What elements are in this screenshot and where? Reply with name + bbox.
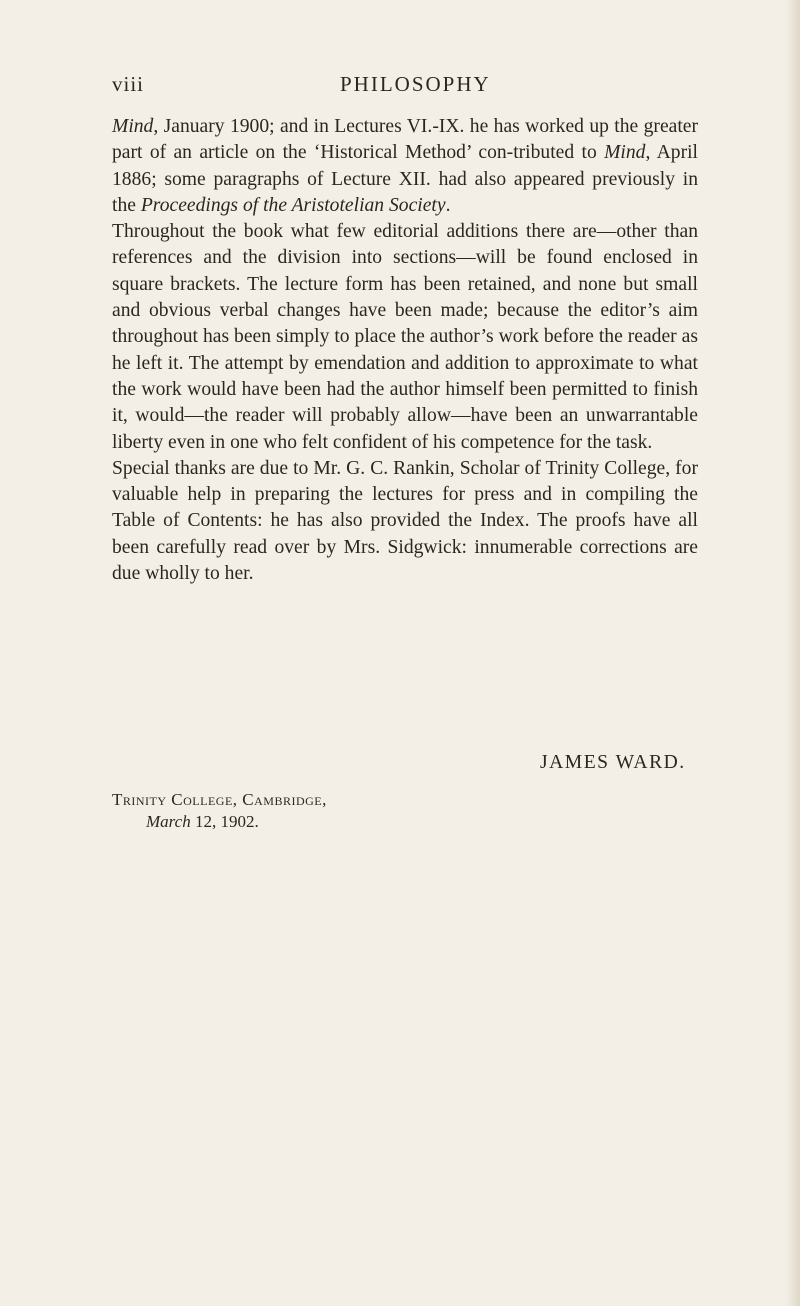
journal-title: Mind <box>112 116 154 137</box>
page-edge-shadow <box>786 0 800 1306</box>
date-rest: 12, 1902. <box>190 812 259 831</box>
date-month: March <box>146 812 191 831</box>
date-line <box>146 812 259 832</box>
proceedings-title: Proceedings of the Aristotelian Society <box>140 194 446 216</box>
page-number: viii <box>112 72 145 96</box>
paragraph-2 <box>112 219 698 456</box>
journal-title: Mind <box>604 142 646 164</box>
text-segment: Throughout the book what few editorial additions there are—other than references and the division into sections—will be found enclosed in square brackets. The lecture form has been retained, and none but small and obvious verbal changes have been made; because the editor’s aim throughout has been simply to place the author’s work before the reader as he left it. The attempt by emendation and addition to approximate to what the work would have been had the author himself been permitted to finish it, would—the reader will probably allow—have been an unwarrantable liberty even in one who felt confident of his competence for the task. <box>112 221 698 453</box>
paragraph-3 <box>112 456 698 587</box>
signature: JAMES WARD. <box>540 752 686 773</box>
paragraph-1 <box>112 114 698 219</box>
text-segment: . <box>445 194 451 216</box>
text-segment: , April 1886; some paragraphs of Lecture XII. had also appeared previously in the <box>112 142 698 216</box>
text-segment: , January 1900; and in Lectures VI.-IX. he has worked up the greater part of an article on the ‘Historical Method’ con-tributed to <box>112 116 698 164</box>
text-segment: Special thanks are due to Mr. G. C. Rankin, Scholar of Trinity College, for valuable help in preparing the lectures for press and in compiling the Table of Contents: he has also provided the Index. The proofs have all been carefully read over by Mrs. Sidgwick: innumerable corrections are due wholly to her. <box>112 457 698 585</box>
page-header <box>112 72 712 102</box>
body-text <box>112 114 698 587</box>
running-title: PHILOSOPHY <box>340 72 491 96</box>
place-line: Trinity College, Cambridge, <box>112 790 327 809</box>
